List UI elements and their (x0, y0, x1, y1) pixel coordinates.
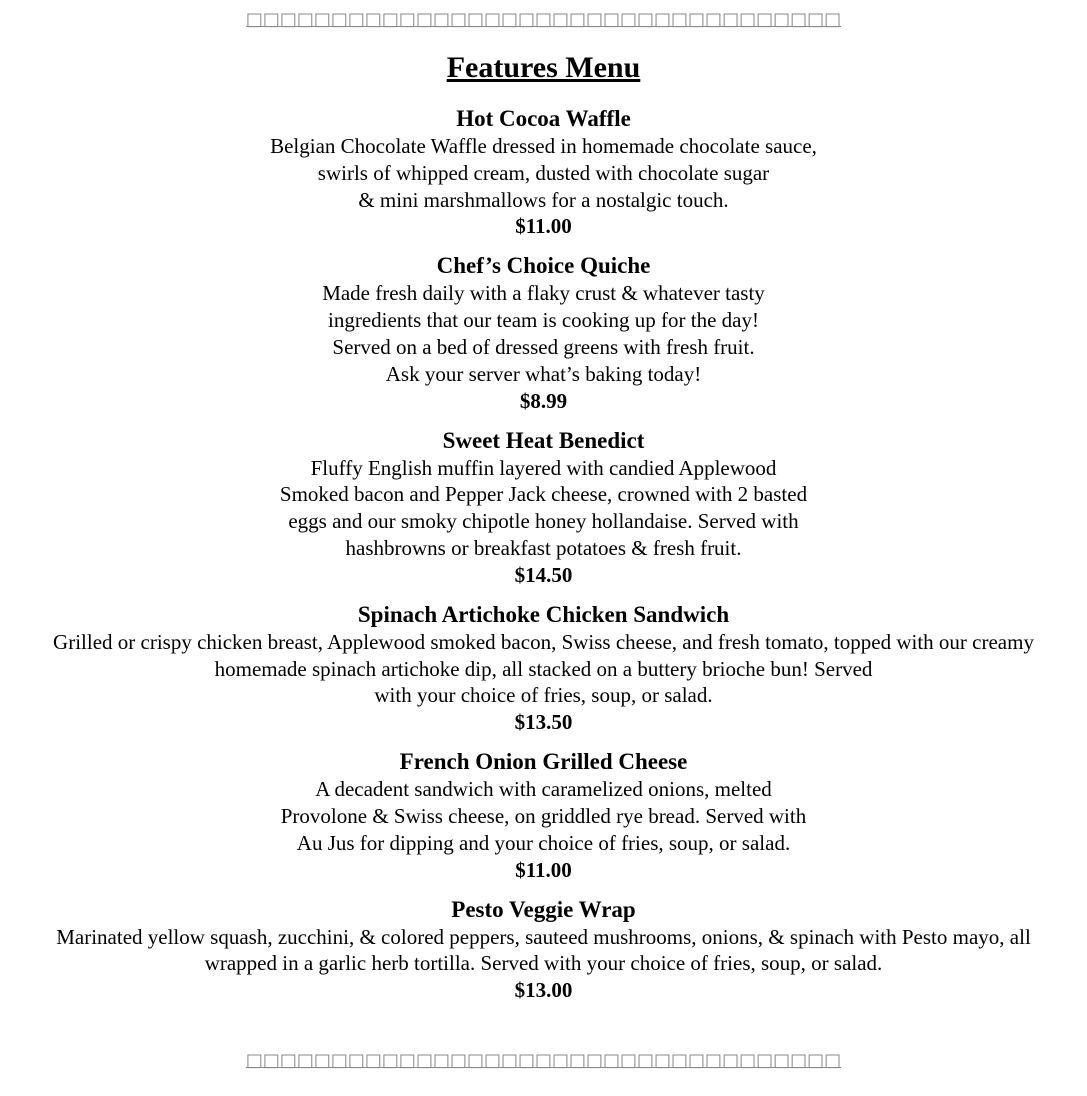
menu-item-description-line: & mini marshmallows for a nostalgic touch. (358, 187, 729, 212)
menu-item-description-line: Made fresh daily with a flaky crust & whatever tasty (322, 281, 765, 306)
menu-item-price: $13.00 (514, 978, 573, 1003)
menu-item-description-line: Fluffy English muffin layered with candied Applewood (310, 455, 777, 480)
menu-item-description-line: Grilled or crispy chicken breast, Applewood smoked bacon, Swiss cheese, and fresh tomato, topped with our creamy (53, 629, 1034, 654)
menu-items (0, 105, 1087, 1016)
menu-item-name: Sweet Heat Benedict (442, 427, 645, 453)
menu-item (0, 896, 1087, 1004)
menu-item-description-line: Au Jus for dipping and your choice of fries, soup, or salad. (296, 830, 791, 855)
page-title: Features Menu (446, 51, 641, 84)
menu-item-description-line: homemade spinach artichoke dip, all stacked on a buttery brioche bun! Served (214, 656, 873, 681)
menu-item-name: Hot Cocoa Waffle (456, 106, 631, 131)
bottom-divider (0, 1050, 1087, 1072)
menu-item-description-line: ingredients that our team is cooking up for the day! (328, 308, 759, 333)
menu-item-description-line: A decadent sandwich with caramelized onions, melted (315, 777, 772, 802)
menu-item-description-line: swirls of whipped cream, dusted with chocolate sugar (317, 160, 770, 185)
menu-item-price: $11.00 (515, 214, 572, 239)
menu-item-description-line: with your choice of fries, soup, or salad. (374, 683, 713, 708)
menu-item-description-line: hashbrowns or breakfast potatoes & fresh fruit. (345, 535, 742, 560)
menu-item-name: French Onion Grilled Cheese (399, 749, 688, 775)
menu-item-name: Spinach Artichoke Chicken Sandwich (357, 601, 730, 627)
menu-item-price: $13.50 (514, 710, 573, 735)
menu-item-description-line: eggs and our smoky chipotle honey hollandaise. Served with (288, 509, 799, 534)
menu-item-description-line: Served on a bed of dressed greens with fresh fruit. (332, 334, 755, 359)
menu-item (0, 601, 1087, 735)
top-divider (0, 9, 1087, 31)
menu-item-price: $14.50 (514, 562, 573, 587)
menu-item-description-line: Belgian Chocolate Waffle dressed in homemade chocolate sauce, (270, 134, 817, 158)
bottom-divider-glyphs: □□□□□□□□□□□□□□□□□□□□□□□□□□□□□□□□□□□ (245, 1050, 842, 1071)
menu-item-description-line: Provolone & Swiss cheese, on griddled rye bread. Served with (280, 803, 807, 828)
menu-item-description-line: Ask your server what’s baking today! (385, 361, 702, 386)
menu-item-description-line: Smoked bacon and Pepper Jack cheese, crowned with 2 basted (279, 482, 808, 507)
menu-item-name: Chef’s Choice Quiche (436, 253, 651, 279)
menu-item (0, 427, 1087, 588)
top-divider-glyphs: □□□□□□□□□□□□□□□□□□□□□□□□□□□□□□□□□□□ (245, 9, 842, 30)
menu-item-description-line: wrapped in a garlic herb tortilla. Served with your choice of fries, soup, or salad. (204, 951, 883, 976)
menu-item (0, 252, 1087, 413)
menu-item-name: Pesto Veggie Wrap (451, 896, 636, 922)
menu-item (0, 105, 1087, 239)
menu-item-price: $8.99 (519, 388, 568, 413)
menu-item-description-line: Marinated yellow squash, zucchini, & colored peppers, sauteed mushrooms, onions, & spinach with Pesto mayo, all (56, 924, 1031, 949)
menu-item-price: $11.00 (515, 857, 572, 882)
menu-item (0, 748, 1087, 882)
